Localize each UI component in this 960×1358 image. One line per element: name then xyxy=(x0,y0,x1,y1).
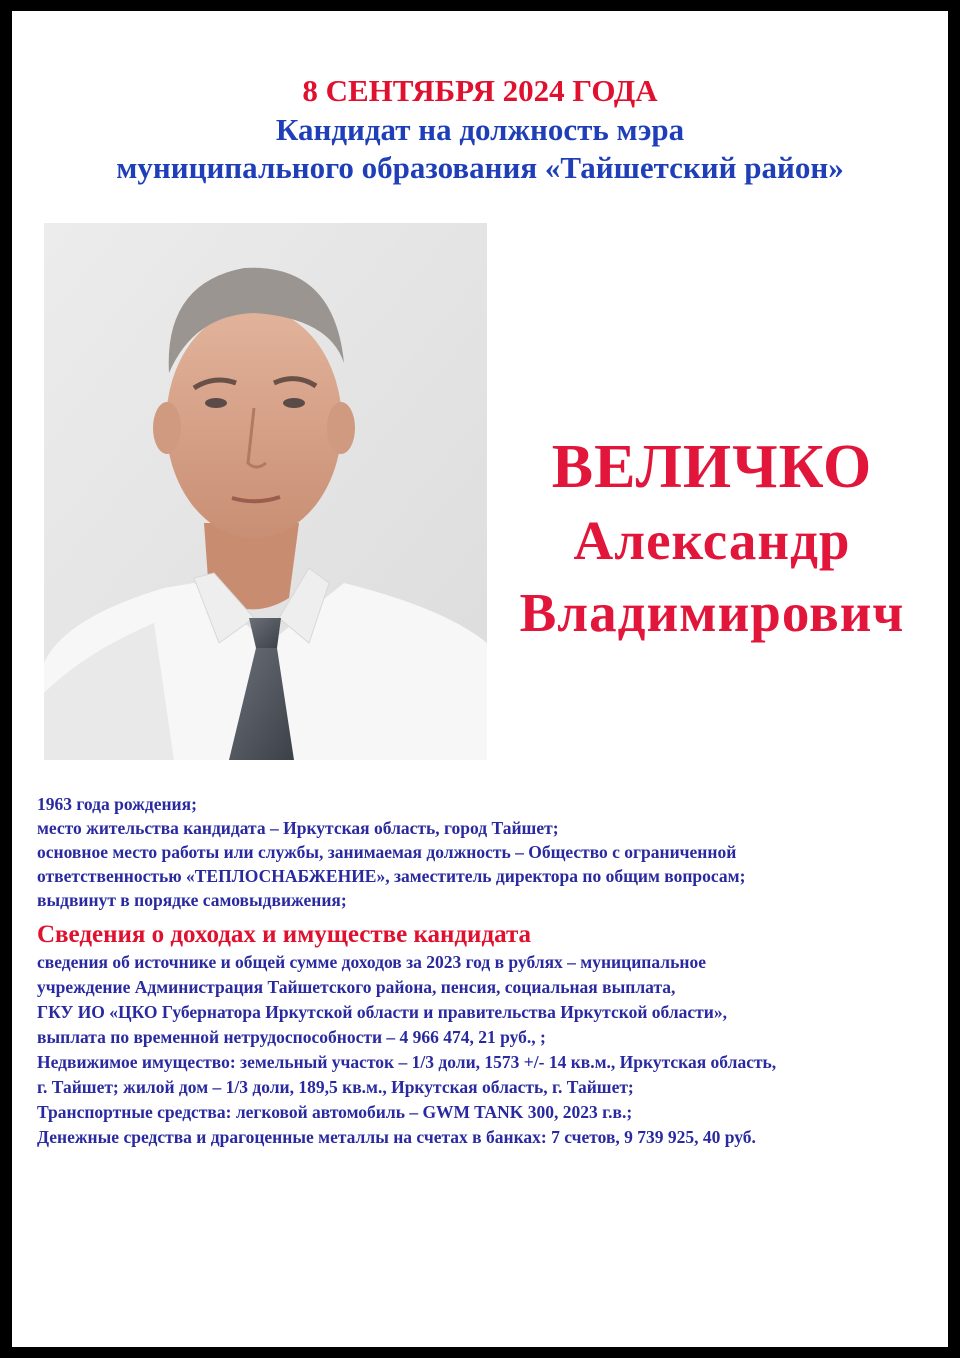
subtitle-line-2: муниципального образования «Тайшетский район» xyxy=(116,150,844,185)
candidate-patronymic: Владимирович xyxy=(519,582,905,643)
candidate-name xyxy=(482,429,942,649)
income-line: сведения об источнике и общей сумме доходов за 2023 год в рублях – муниципальное xyxy=(37,952,706,972)
income-line: Недвижимое имущество: земельный участок – 1/3 доли, 1573 +/- 14 кв.м., Иркутская область, xyxy=(37,1052,777,1072)
candidate-photo xyxy=(44,223,487,760)
candidate-first-name: Александр xyxy=(573,510,851,571)
income-line: Денежные средства и драгоценные металлы на счетах в банках: 7 счетов, 9 739 925, 40 руб. xyxy=(37,1127,756,1147)
income-section-title: Сведения о доходах и имуществе кандидата xyxy=(37,921,532,948)
candidate-info xyxy=(37,792,937,1150)
bio-line: основное место работы или службы, занимаемая должность – Общество с ограниченной xyxy=(37,842,737,862)
bio-line: 1963 года рождения; xyxy=(37,794,197,814)
document-page xyxy=(12,11,948,1347)
income-line: Транспортные средства: легковой автомобиль – GWM TANK 300, 2023 г.в.; xyxy=(37,1102,633,1122)
election-date: 8 СЕНТЯБРЯ 2024 ГОДА xyxy=(302,73,658,108)
header xyxy=(12,71,948,187)
subtitle-line-1: Кандидат на должность мэра xyxy=(275,112,685,147)
income-details xyxy=(37,950,937,1150)
income-line: выплата по временной нетрудоспособности – 4 966 474, 21 руб., ; xyxy=(37,1027,546,1047)
bio-line: место жительства кандидата – Иркутская область, город Тайшет; xyxy=(37,818,559,838)
income-line: ГКУ ИО «ЦКО Губернатора Иркутской области и правительства Иркутской области», xyxy=(37,1002,727,1022)
candidate-surname: ВЕЛИЧКО xyxy=(551,433,873,501)
bio-line: ответственностью «ТЕПЛОСНАБЖЕНИЕ», заместитель директора по общим вопросам; xyxy=(37,866,746,886)
income-line: учреждение Администрация Тайшетского района, пенсия, социальная выплата, xyxy=(37,977,676,997)
bio-line: выдвинут в порядке самовыдвижения; xyxy=(37,890,347,910)
income-line: г. Тайшет; жилой дом – 1/3 доли, 189,5 кв.м., Иркутская область, г. Тайшет; xyxy=(37,1077,634,1097)
